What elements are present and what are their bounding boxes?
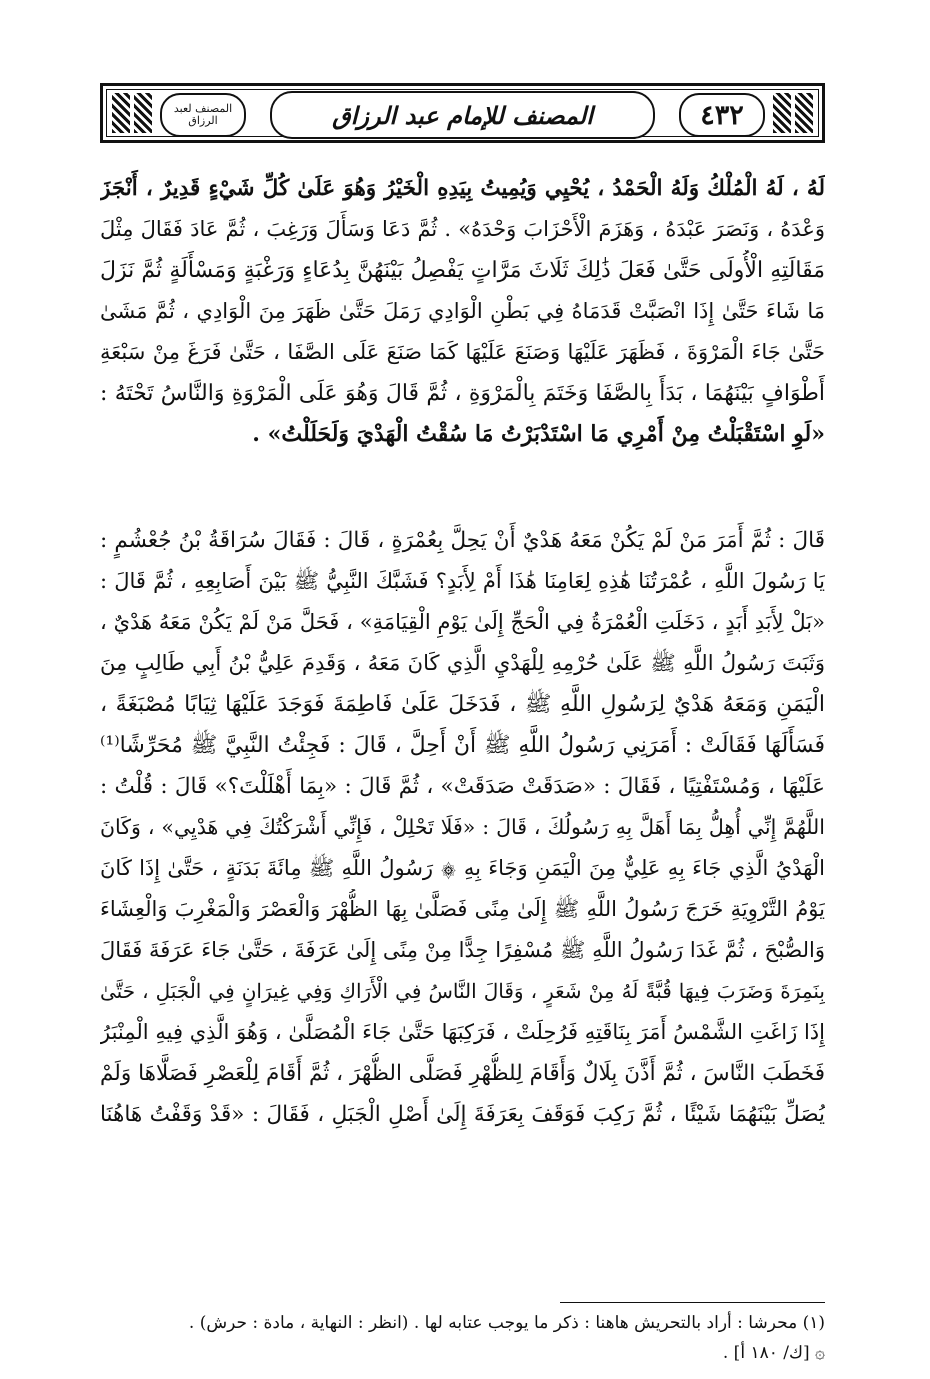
text-line: أَطْوَافٍ بَيْنَهُمَا ، بَدَأَ بِالصَّفَا وَخَتَمَ بِالْمَرْوَةِ ، ثُمَّ قَالَ وَهُوَ عَلَى الْمَرْوَةِ وَالنَّاسُ تَحْتَهُ :: [100, 381, 825, 406]
text-line: «لَوِ اسْتَقْبَلْتُ مِنْ أَمْرِي مَا اسْتَدْبَرْتُ مَا سُقْتُ الْهَدْيَ وَلَحَلَلْتُ» .: [252, 421, 825, 447]
ornament-icon: [773, 93, 791, 133]
text-line: قَالَ : ثُمَّ أَمَرَ مَنْ لَمْ يَكُنْ مَعَهُ هَدْيٌ أَنْ يَحِلَّ بِعُمْرَةٍ ، قَالَ : فَقَالَ سُرَاقَةُ بْنُ جُعْشُمٍ :: [100, 528, 825, 553]
footnote-divider: [560, 1302, 825, 1303]
ornament-icon: [112, 93, 130, 133]
text-line: فَسَأَلَهَا فَقَالَتْ : أَمَرَنِي رَسُولُ اللَّهِ ﷺ أَنْ أَحِلَّ ، قَالَ : فَجِئْتُ النَّبِيَّ ﷺ مُحَرِّشًا⁽¹⁾: [100, 733, 825, 758]
text-line: بِنَمِرَةَ وَضَرَبَ فِيهَا قُبَّةً لَهُ مِنْ شَعَرٍ ، وَقَالَ النَّاسُ فِي الْأَرَاكِ وَفِي غِيرَانٍ فِي الْجَبَلِ ، حَتَّىٰ: [100, 979, 825, 1003]
text-line: وَالصُّبْحَ ، ثُمَّ غَدَا رَسُولُ اللَّهِ ﷺ مُسْفِرًا جِدًّا مِنْ مِنًى إِلَىٰ عَرَفَةَ ، حَتَّىٰ جَاءَ عَرَفَةَ فَقَالَ: [100, 938, 825, 962]
text-line: مَقَالَتِهِ الْأُولَى حَتَّىٰ فَعَلَ ذَٰلِكَ ثَلَاثَ مَرَّاتٍ يَفْصِلُ بَيْنَهُنَّ بِدُعَاءٍ وَرَغْبَةٍ وَمَسْأَلَةٍ ثُمَّ نَزَلَ: [100, 258, 825, 283]
page-number: ٤٣٢: [700, 99, 744, 131]
text-line: إِذَا زَاغَتِ الشَّمْسُ أَمَرَ بِنَاقَتِهِ فَرُحِلَتْ ، فَرَكِبَهَا حَتَّىٰ جَاءَ الْمُصَلَّىٰ ، وَهُوَ الَّذِي فِيهِ الْمِنْبَرُ: [100, 1020, 825, 1044]
ornament-icon: [795, 93, 813, 133]
text-line: اللَّهُمَّ إِنِّي أُهِلُّ بِمَا أَهَلَّ بِهِ رَسُولُكَ ، قَالَ : «فَلَا تَحْلِلْ ، فَإِنِّي أَشْرَكْتُكَ فِي هَدْيِي» ، وَكَانَ: [100, 815, 825, 839]
book-emblem: [160, 93, 246, 137]
text-line: عَلَيْهَا ، وَمُسْتَفْتِيًا ، فَقَالَ : «صَدَقَتْ صَدَقَتْ» ، ثُمَّ قَالَ : «بِمَا أَهْلَلْتَ؟» قَالَ : قُلْتُ :: [100, 774, 825, 799]
text-line: «بَلْ لِأَبَدِ أَبَدٍ ، دَخَلَتِ الْعُمْرَةُ فِي الْحَجِّ إِلَىٰ يَوْمِ الْقِيَامَةِ» ، فَحَلَّ مَنْ لَمْ يَكُنْ مَعَهُ هَدْيٌ ،: [100, 610, 825, 634]
page-number-cartouche: [679, 93, 765, 137]
ornament-icon: [134, 93, 152, 133]
footnotes: [100, 1308, 825, 1368]
text-line: وَثَبَتَ رَسُولُ اللَّهِ ﷺ عَلَىٰ حُرْمِهِ لِلْهَدْيِ الَّذِي كَانَ مَعَهُ ، وَقَدِمَ عَلِيُّ بْنُ أَبِي طَالِبٍ مِنَ: [100, 651, 825, 675]
paragraph-2: [100, 520, 825, 1135]
running-title-banner: [270, 91, 655, 139]
text-line: فَخَطَبَ النَّاسَ ، ثُمَّ أَذَّنَ بِلَالٌ وَأَقَامَ لِلظُّهْرِ فَصَلَّى الظُّهْرَ ، ثُمَّ أَقَامَ لِلْعَصْرِ فَصَلَّاهَا وَلَمْ: [100, 1061, 825, 1086]
text-line: يُصَلِّ بَيْنَهُمَا شَيْئًا ، ثُمَّ رَكِبَ فَوَقَفَ بِعَرَفَةَ إِلَىٰ أَصْلِ الْجَبَلِ ، فَقَالَ : «قَدْ وَقَفْتُ هَاهُنَا: [100, 1102, 825, 1127]
text-line: حَتَّىٰ جَاءَ الْمَرْوَةَ ، فَظَهَرَ عَلَيْهَا وَصَنَعَ عَلَيْهَا كَمَا صَنَعَ عَلَى الصَّفَا ، حَتَّىٰ فَرَغَ مِنْ سَبْعَةِ: [100, 340, 825, 364]
page-header: [100, 83, 825, 143]
running-title: المصنف للإمام عبد الرزاق: [332, 100, 593, 130]
paragraph-1: [100, 168, 825, 455]
text-line: وَعْدَهُ ، وَنَصَرَ عَبْدَهُ ، وَهَزَمَ الْأَحْزَابَ وَحْدَهُ» . ثُمَّ دَعَا وَسَأَلَ وَرَغِبَ ، ثُمَّ عَادَ فَقَالَ مِثْلَ: [100, 217, 825, 241]
text-line: يَوْمُ التَّرْوِيَةِ خَرَجَ رَسُولُ اللَّهِ ﷺ إِلَىٰ مِنًى فَصَلَّىٰ بِهَا الظُّهْرَ وَالْعَصْرَ وَالْمَغْرِبَ وَالْعِشَاءَ: [100, 897, 825, 921]
book-emblem-text: المصنف لعبد الرزاق: [173, 102, 233, 127]
text-line: الْهَدْيُ الَّذِي جَاءَ بِهِ عَلِيٌّ مِنَ الْيَمَنِ وَجَاءَ بِهِ ۞ رَسُولُ اللَّهِ ﷺ مِائَةَ بَدَنَةٍ ، حَتَّىٰ إِذَا كَانَ: [100, 856, 825, 880]
footnote: ۞ [ك/ ١٨٠ أ] .: [722, 1343, 825, 1363]
text-line: الْيَمَنِ وَمَعَهُ هَدْيٌ لِرَسُولِ اللَّهِ ﷺ ، فَدَخَلَ عَلَىٰ فَاطِمَةَ فَوَجَدَ عَلَيْهَا ثِيَابًا مُصْبَغَةً ،: [100, 692, 825, 717]
text-line: لَهُ ، لَهُ الْمُلْكُ وَلَهُ الْحَمْدُ ، يُحْيِي وَيُمِيتُ بِيَدِهِ الْخَيْرُ وَهُوَ عَلَىٰ كُلِّ شَيْءٍ قَدِيرٌ ، أَنْجَزَ: [100, 176, 825, 201]
text-line: مَا شَاءَ حَتَّىٰ إِذَا انْصَبَّتْ قَدَمَاهُ فِي بَطْنِ الْوَادِي رَمَلَ حَتَّىٰ ظَهَرَ مِنَ الْوَادِي ، ثُمَّ مَشَىٰ: [100, 299, 825, 323]
text-line: يَا رَسُولَ اللَّهِ ، عُمْرَتُنَا هَٰذِهِ لِعَامِنَا هَٰذَا أَمْ لِأَبَدٍ؟ فَشَبَّكَ النَّبِيُّ ﷺ بَيْنَ أَصَابِعِهِ ، ثُمَّ قَالَ :: [100, 569, 825, 593]
footnote: (١) محرشا : أراد بالتحريش هاهنا : ذكر ما يوجب عتابه لها . (انظر : النهاية ، مادة : حرش) .: [188, 1313, 825, 1333]
